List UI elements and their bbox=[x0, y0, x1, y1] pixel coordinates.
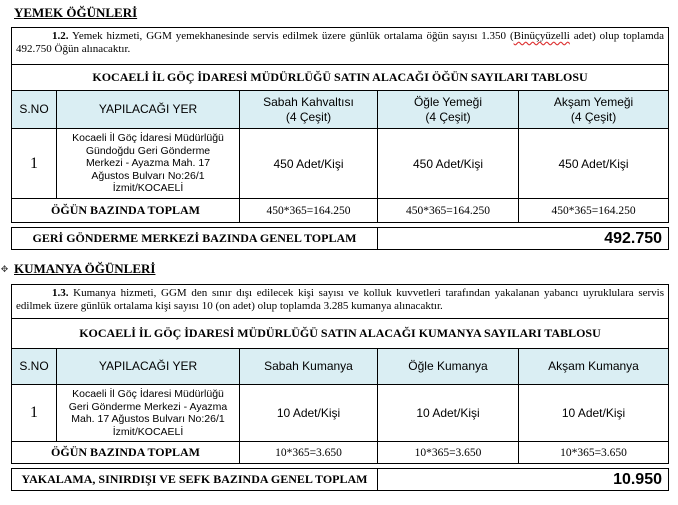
breakfast-quantity: 450 Adet/Kişi bbox=[240, 129, 378, 199]
ration-sum-label: ÖĞÜN BAZINDA TOPLAM bbox=[12, 442, 240, 464]
header-lunch-label: Öğle Yemeği bbox=[413, 94, 483, 109]
header-dinner bbox=[519, 91, 669, 129]
move-cross-icon[interactable]: ✥ bbox=[0, 265, 9, 275]
clause-number: 1.2. bbox=[52, 30, 69, 42]
header-lunch bbox=[378, 91, 519, 129]
evening-ration-quantity: 10 Adet/Kişi bbox=[519, 385, 669, 442]
header-noon-ration: Öğle Kumanya bbox=[378, 349, 519, 385]
header-place: YAPILACAĞI YER bbox=[57, 91, 240, 129]
place-line: Merkezi - Ayazma Mah. 17 bbox=[85, 157, 211, 170]
morning-ration-quantity: 10 Adet/Kişi bbox=[240, 385, 378, 442]
evening-ration-sum: 10*365=3.650 bbox=[519, 442, 669, 464]
header-morning-ration: Sabah Kumanya bbox=[240, 349, 378, 385]
row-place bbox=[57, 129, 240, 199]
place-line: Gündoğdu Geri Gönderme bbox=[85, 144, 211, 157]
lunch-quantity: 450 Adet/Kişi bbox=[378, 129, 519, 199]
intro-text: Kumanya hizmeti, GGM den sınır dışı edilecek kişi sayısı ve kolluk kuvvetleri tarafından yakalanan yabancı uyruklulara servis edilmek üzere günlük ortalama kişi sayısı 10 (on adet) olup toplamda 3.285 kumanya alınacaktır. bbox=[16, 287, 664, 312]
ration-table bbox=[11, 284, 669, 491]
place-line: Kocaeli İl Göç İdaresi Müdürlüğü bbox=[72, 388, 224, 400]
section-heading-kumanya: KUMANYA ÖĞÜNLERİ bbox=[14, 261, 156, 276]
intro-text-b: adet) olup toplamda 492.750 Öğün alınacaktır. bbox=[16, 30, 665, 55]
place-line: Kocaeli İl Göç İdaresi Müdürlüğü bbox=[72, 132, 224, 145]
header-breakfast-label: Sabah Kahvaltısı bbox=[263, 94, 354, 109]
dinner-sum: 450*365=164.250 bbox=[519, 199, 669, 223]
intro-paragraph bbox=[12, 28, 669, 65]
section-heading-yemek: YEMEK ÖĞÜNLERİ bbox=[14, 5, 138, 20]
spellcheck-word: Binüçyüzelli bbox=[513, 30, 570, 42]
row-number: 1 bbox=[12, 129, 57, 199]
place-line: İzmit/KOCAELİ bbox=[112, 182, 184, 195]
breakfast-sum: 450*365=164.250 bbox=[240, 199, 378, 223]
grand-total-label: YAKALAMA, SINIRDIŞI VE SEFK BAZINDA GENEL TOPLAM bbox=[12, 469, 378, 491]
header-place: YAPILACAĞI YER bbox=[57, 349, 240, 385]
place-line: İzmit/KOCAELİ bbox=[112, 425, 184, 438]
meal-table bbox=[11, 27, 669, 250]
grand-total-value: 10.950 bbox=[378, 469, 669, 491]
place-line: Mah. 17 Ağustos Bulvarı No:26/1 bbox=[71, 413, 225, 425]
row-number: 1 bbox=[12, 385, 57, 442]
clause-number: 1.3. bbox=[52, 287, 69, 299]
grand-total-label: GERİ GÖNDERME MERKEZİ BAZINDA GENEL TOPLAM bbox=[12, 228, 378, 250]
header-breakfast bbox=[240, 91, 378, 129]
place-line: Ağustos Bulvarı No:26/1 bbox=[91, 169, 205, 182]
table-row bbox=[12, 385, 669, 442]
noon-ration-sum: 10*365=3.650 bbox=[378, 442, 519, 464]
intro-text-a: Yemek hizmeti, GGM yemekhanesinde servis edilmek üzere günlük ortalama öğün sayısı 1.350 ( bbox=[68, 30, 514, 42]
row-place bbox=[57, 385, 240, 442]
morning-ration-sum: 10*365=3.650 bbox=[240, 442, 378, 464]
header-sno: S.NO bbox=[12, 91, 57, 129]
header-breakfast-sub: (4 Çeşit) bbox=[285, 109, 332, 124]
header-dinner-sub: (4 Çeşit) bbox=[570, 109, 617, 124]
header-evening-ration: Akşam Kumanya bbox=[519, 349, 669, 385]
intro-paragraph bbox=[12, 285, 669, 319]
lunch-sum: 450*365=164.250 bbox=[378, 199, 519, 223]
noon-ration-quantity: 10 Adet/Kişi bbox=[378, 385, 519, 442]
table-row bbox=[12, 129, 669, 199]
header-sno: S.NO bbox=[12, 349, 57, 385]
table-title: KOCAELİ İL GÖÇ İDARESİ MÜDÜRLÜĞÜ SATIN ALACAĞI ÖĞÜN SAYILARI TABLOSU bbox=[12, 65, 669, 91]
meal-sum-label: ÖĞÜN BAZINDA TOPLAM bbox=[12, 199, 240, 223]
header-lunch-sub: (4 Çeşit) bbox=[425, 109, 471, 124]
place-line: Geri Gönderme Merkezi - Ayazma bbox=[68, 400, 228, 413]
grand-total-value: 492.750 bbox=[378, 228, 669, 250]
header-dinner-label: Akşam Yemeği bbox=[553, 94, 634, 109]
dinner-quantity: 450 Adet/Kişi bbox=[519, 129, 669, 199]
table-title: KOCAELİ İL GÖÇ İDARESİ MÜDÜRLÜĞÜ SATIN ALACAĞI KUMANYA SAYILARI TABLOSU bbox=[12, 319, 669, 349]
